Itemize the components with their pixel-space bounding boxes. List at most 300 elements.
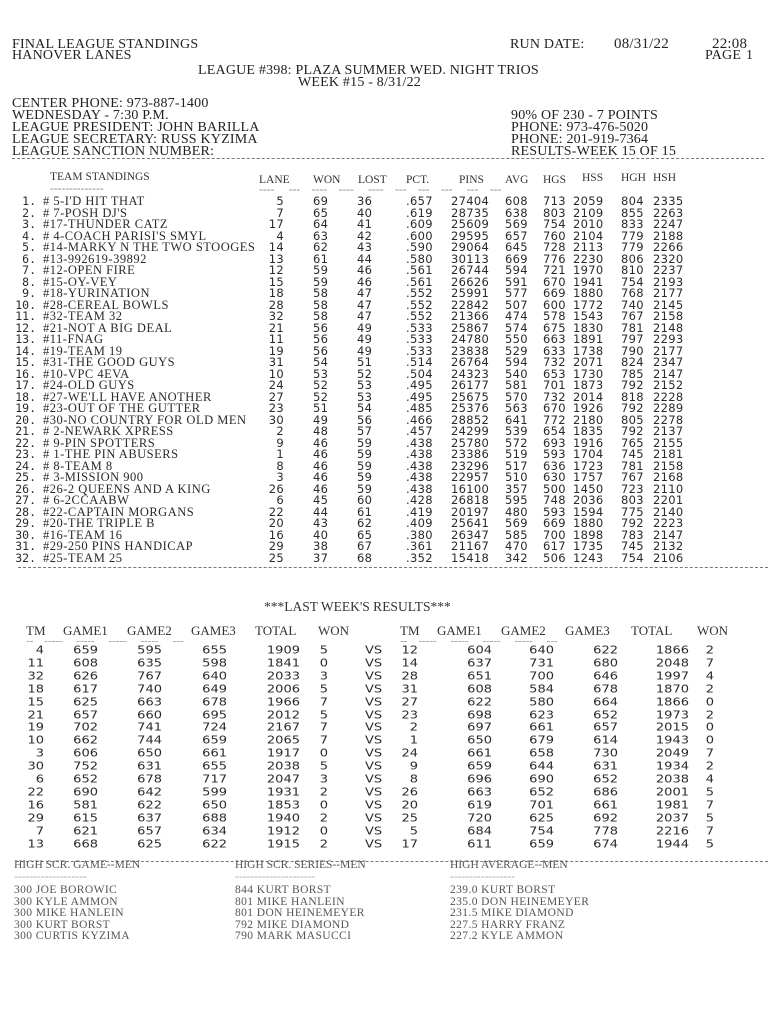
pct-value: .495 <box>406 378 433 392</box>
match-row <box>0 801 770 812</box>
team-name: # 2-NEWARK XPRESS <box>43 424 174 438</box>
won-value: 59 <box>313 274 329 289</box>
hss-value: 2109 <box>573 205 604 220</box>
entry-name: MARK MASUCCI <box>256 930 352 943</box>
lane-value: 6 <box>276 493 284 507</box>
pins-value: 22957 <box>451 470 490 484</box>
entry-score: 239.0 <box>450 884 478 896</box>
left-won: 2 <box>319 786 328 799</box>
left-won: 0 <box>319 747 328 760</box>
pct-value: .485 <box>406 401 433 415</box>
hgh-value: 792 <box>621 516 644 530</box>
hsh-value: 2152 <box>653 378 684 392</box>
lost-value: 67 <box>357 539 373 553</box>
left-game1: 657 <box>73 708 98 722</box>
won-value: 37 <box>313 550 329 565</box>
hgs-value: 593 <box>543 447 566 461</box>
won-value: 53 <box>313 366 329 381</box>
avg-value: 581 <box>505 378 528 392</box>
hss-value: 1916 <box>573 435 604 450</box>
hsh-value: 2177 <box>653 286 684 300</box>
hsh-value: 2106 <box>653 550 684 565</box>
standings-title: TEAM STANDINGS <box>50 171 150 183</box>
lane-value: 7 <box>276 205 284 220</box>
right-won: 0 <box>705 695 714 709</box>
pct-value: .428 <box>406 493 433 507</box>
won-value: 64 <box>313 217 329 231</box>
hgh-value: 806 <box>621 251 644 266</box>
team-name: #32-TEAM 32 <box>43 309 123 323</box>
hsh-value: 2140 <box>653 504 684 519</box>
won-value: 46 <box>313 458 329 473</box>
left-game1: 617 <box>73 683 98 696</box>
lost-value: 47 <box>357 297 373 312</box>
won-value: 48 <box>313 424 329 438</box>
pins-value: 25675 <box>451 389 490 404</box>
hgs-value: 653 <box>543 366 566 381</box>
right-game3: 778 <box>593 824 618 838</box>
avg-value: 507 <box>505 297 528 312</box>
hsh-value: 2147 <box>653 527 684 542</box>
right-game1: 696 <box>467 773 492 786</box>
team-name: #19-TEAM 19 <box>43 343 123 358</box>
lane-value: 23 <box>268 401 284 415</box>
won-value: 46 <box>313 435 329 450</box>
rank-number: 16. <box>15 366 36 381</box>
team-name: #21-NOT A BIG DEAL <box>43 320 173 335</box>
left-game1: 625 <box>73 695 98 709</box>
right-total: 1870 <box>655 683 689 696</box>
right-game2: 584 <box>529 683 554 696</box>
avg-value: 510 <box>505 470 528 484</box>
entry-score: 235.0 <box>450 895 478 908</box>
rank-number: 28. <box>15 504 36 519</box>
rank-number: 12. <box>15 320 36 335</box>
lane-value: 32 <box>268 309 284 323</box>
hsh-value: 2177 <box>653 343 684 358</box>
hsh-value: 2347 <box>653 355 684 369</box>
hss-value: 1704 <box>573 447 604 461</box>
entry-score: 790 <box>235 930 254 943</box>
team-name: # 6-2CCAABW <box>43 493 130 507</box>
pins-value: 29595 <box>451 228 490 243</box>
pct-value: .352 <box>406 550 433 565</box>
right-game2: 661 <box>529 721 554 735</box>
hgs-value: 669 <box>543 516 566 530</box>
entry-name: KYLE AMMON <box>481 930 564 943</box>
right-game1: 659 <box>467 760 492 773</box>
right-total: 1866 <box>655 695 689 709</box>
hsh-value: 2132 <box>653 539 684 553</box>
left-total: 2038 <box>266 760 300 773</box>
rank-number: 22. <box>15 435 36 450</box>
lane-value: 28 <box>268 297 284 312</box>
run-time: 22:08 <box>712 36 748 52</box>
left-game1: 659 <box>73 644 98 657</box>
lane-value: 21 <box>268 320 284 335</box>
col-won: WON <box>313 174 341 186</box>
right-tm: 31 <box>401 683 418 696</box>
hgh-value: 745 <box>621 539 644 553</box>
league-secretary: LEAGUE SECRETARY: RUSS KYZIMA <box>12 132 258 147</box>
high-score-entry <box>450 931 563 943</box>
left-game3: 655 <box>202 760 227 773</box>
left-col-tm: TM <box>26 623 46 638</box>
left-won: 2 <box>319 837 328 851</box>
won-value: 69 <box>313 194 329 208</box>
won-value: 63 <box>313 228 329 243</box>
right-won: 5 <box>705 786 714 799</box>
left-total: 1915 <box>266 837 300 851</box>
won-value: 52 <box>313 378 329 392</box>
right-total: 1866 <box>655 644 689 657</box>
left-game1: 615 <box>73 812 98 825</box>
pct-value: .533 <box>406 343 433 358</box>
won-value: 45 <box>313 493 329 507</box>
won-value: 49 <box>313 412 329 427</box>
left-won: 3 <box>319 773 328 786</box>
entry-name: MIKE DIAMOND <box>481 907 574 920</box>
right-game2: 652 <box>529 786 554 799</box>
lane-value: 31 <box>268 355 284 369</box>
left-game3: 688 <box>202 812 227 825</box>
right-won: 2 <box>705 760 714 773</box>
right-game2: 679 <box>529 734 554 747</box>
left-tm: 18 <box>27 683 44 696</box>
entry-score: 792 <box>235 918 254 931</box>
left-game1: 626 <box>73 670 98 683</box>
won-value: 56 <box>313 343 329 358</box>
hsh-value: 2263 <box>653 205 684 220</box>
hsh-value: 2158 <box>653 309 684 323</box>
table-row <box>0 550 770 565</box>
right-total: 1981 <box>655 799 689 812</box>
lost-value: 46 <box>357 263 373 277</box>
left-col-game3: GAME3 <box>191 623 236 638</box>
hsh-value: 2147 <box>653 366 684 381</box>
team-name: #15-OY-VEY <box>43 274 118 289</box>
entry-name: DON HEINEMEYER <box>256 907 365 920</box>
left-total: 2006 <box>266 683 300 696</box>
lost-value: 60 <box>357 493 373 507</box>
lane-value: 20 <box>268 516 284 530</box>
right-game3: 646 <box>593 670 618 683</box>
team-name: # 1-THE PIN ABUSERS <box>43 447 179 461</box>
left-game3: 650 <box>202 799 227 812</box>
pins-value: 20197 <box>451 504 490 519</box>
league-president: LEAGUE PRESIDENT: JOHN BARILLA <box>12 120 260 135</box>
hgs-value: 636 <box>543 458 566 473</box>
hss-value: 1730 <box>573 366 604 381</box>
left-game1: 621 <box>73 824 98 838</box>
rank-number: 19. <box>15 401 36 415</box>
avg-value: 470 <box>505 539 528 553</box>
hsh-value: 2193 <box>653 274 684 289</box>
won-value: 46 <box>313 470 329 484</box>
rank-number: 11. <box>15 309 36 323</box>
pct-value: .657 <box>406 194 433 208</box>
avg-value: 595 <box>505 493 528 507</box>
lane-value: 14 <box>268 240 284 254</box>
won-value: 56 <box>313 332 329 346</box>
team-name: #30-NO COUNTRY FOR OLD MEN <box>43 412 247 427</box>
left-total: 2167 <box>266 721 300 735</box>
left-tm: 13 <box>27 837 44 851</box>
won-value: 38 <box>313 539 329 553</box>
high-score-entry <box>14 931 130 943</box>
entry-score: 801 <box>235 895 254 908</box>
match-row <box>0 646 770 657</box>
lane-value: 17 <box>268 217 284 231</box>
pct-value: .600 <box>406 228 433 243</box>
match-row <box>0 749 770 760</box>
vs-label: VS <box>365 721 383 735</box>
hgh-value: 803 <box>621 493 644 507</box>
team-name: #14-MARKY N THE TWO STOOGES <box>43 240 256 254</box>
team-name: #10-VPC 4EVA <box>43 366 130 381</box>
lane-value: 25 <box>268 550 284 565</box>
right-tm: 1 <box>409 734 418 747</box>
right-game3: 674 <box>593 837 618 851</box>
entry-name: DON HEINEMEYER <box>481 895 590 908</box>
pct-value: .552 <box>406 286 433 300</box>
lane-value: 8 <box>276 458 284 473</box>
col-pins: PINS <box>459 174 484 186</box>
hss-value: 1880 <box>573 286 604 300</box>
right-won: 0 <box>705 734 714 747</box>
pins-value: 26347 <box>451 527 490 542</box>
right-tm: 17 <box>401 837 418 851</box>
won-value: 46 <box>313 481 329 496</box>
rank-number: 30. <box>15 527 36 542</box>
avg-value: 569 <box>505 217 528 231</box>
col-underlines: ---- --- ---- ---- ---- --- --- --- --- --- <box>259 184 502 196</box>
hgs-value: 772 <box>543 412 566 427</box>
avg-value: 540 <box>505 366 528 381</box>
lost-value: 59 <box>357 435 373 450</box>
entry-name: HARRY FRANZ <box>481 918 566 931</box>
left-game3: 634 <box>202 824 227 838</box>
hgs-value: 506 <box>543 550 566 565</box>
right-game3: 652 <box>593 773 618 786</box>
left-total: 2012 <box>266 708 300 722</box>
avg-value: 539 <box>505 424 528 438</box>
right-total: 2038 <box>655 773 689 786</box>
pins-value: 25991 <box>451 286 490 300</box>
team-name: #29-250 PINS HANDICAP <box>43 539 194 553</box>
hgh-value: 779 <box>621 228 644 243</box>
pct-value: .552 <box>406 297 433 312</box>
rank-number: 24. <box>15 458 36 473</box>
hgh-value: 767 <box>621 470 644 484</box>
left-game2: 741 <box>137 721 162 735</box>
lost-value: 41 <box>357 217 373 231</box>
pct-value: .380 <box>406 527 433 542</box>
hsh-value: 2145 <box>653 297 684 312</box>
right-game2: 644 <box>529 760 554 773</box>
pct-value: .438 <box>406 447 433 461</box>
right-game1: 697 <box>467 721 492 735</box>
left-total: 1966 <box>266 695 300 709</box>
left-won: 7 <box>319 734 328 747</box>
right-col-game1: GAME1 <box>437 623 482 638</box>
entry-score: 300 <box>14 884 33 896</box>
pct-value: .580 <box>406 251 433 266</box>
pct-value: .590 <box>406 240 433 254</box>
pins-value: 21167 <box>451 539 490 553</box>
avg-value: 572 <box>505 435 528 450</box>
avg-value: 585 <box>505 527 528 542</box>
vs-label: VS <box>365 708 383 722</box>
run-date-label: RUN DATE: <box>510 37 585 52</box>
hgh-value: 754 <box>621 550 644 565</box>
right-game3: 664 <box>593 695 618 709</box>
hsh-value: 2168 <box>653 470 684 484</box>
right-won: 2 <box>705 683 714 696</box>
lane-value: 24 <box>268 378 284 392</box>
match-row <box>0 824 770 838</box>
rank-number: 27. <box>15 493 36 507</box>
pct-value: .561 <box>406 274 433 289</box>
left-tm: 15 <box>27 695 44 709</box>
hgs-value: 669 <box>543 286 566 300</box>
entry-score: 300 <box>14 930 33 943</box>
lane-value: 10 <box>268 366 284 381</box>
hss-value: 2104 <box>573 228 604 243</box>
pct-value: .514 <box>406 355 433 369</box>
won-value: 51 <box>313 401 329 415</box>
center-name: HANOVER LANES <box>12 48 132 63</box>
team-name: # 3-MISSION 900 <box>43 470 144 484</box>
vs-label: VS <box>365 812 383 825</box>
hss-value: 2059 <box>573 194 604 208</box>
hss-value: 1772 <box>573 297 604 312</box>
right-game2: 659 <box>529 837 554 851</box>
hgs-value: 617 <box>543 539 566 553</box>
vs-label: VS <box>365 644 383 657</box>
right-game2: 731 <box>529 657 554 670</box>
right-won: 7 <box>705 824 714 838</box>
right-tm: 8 <box>409 773 418 786</box>
left-total: 1917 <box>266 747 300 760</box>
left-game1: 690 <box>73 786 98 799</box>
left-game2: 625 <box>137 837 162 851</box>
right-game1: 611 <box>467 837 492 851</box>
hsh-value: 2148 <box>653 320 684 335</box>
pins-value: 28735 <box>451 205 490 220</box>
left-col-game2: GAME2 <box>127 623 172 638</box>
avg-value: 645 <box>505 240 528 254</box>
right-game3: 652 <box>593 708 618 722</box>
left-tm: 22 <box>27 786 44 799</box>
hgh-value: 792 <box>621 401 644 415</box>
team-name: #17-THUNDER CATZ <box>43 217 169 231</box>
left-game3: 661 <box>202 747 227 760</box>
right-game1: 663 <box>467 786 492 799</box>
hsh-value: 2335 <box>653 194 684 208</box>
right-tm: 24 <box>401 747 418 760</box>
col-pct: PCT. <box>406 174 430 186</box>
left-game3: 622 <box>202 837 227 851</box>
won-value: 61 <box>313 251 329 266</box>
hsh-value: 2247 <box>653 217 684 231</box>
won-value: 56 <box>313 320 329 335</box>
lane-value: 27 <box>268 389 284 404</box>
left-game2: 650 <box>137 747 162 760</box>
pct-value: .361 <box>406 539 433 553</box>
avg-value: 342 <box>505 550 528 565</box>
match-row <box>0 659 770 670</box>
vs-label: VS <box>365 760 383 773</box>
avg-value: 669 <box>505 251 528 266</box>
lost-value: 49 <box>357 332 373 346</box>
rank-number: 17. <box>15 378 36 392</box>
pins-value: 26764 <box>451 355 490 369</box>
rank-number: 1. <box>22 194 36 208</box>
hgh-value: 792 <box>621 424 644 438</box>
hss-value: 1898 <box>573 527 604 542</box>
entry-score: 801 <box>235 907 254 920</box>
lost-value: 59 <box>357 458 373 473</box>
team-name: #24-OLD GUYS <box>43 378 135 392</box>
left-game2: 595 <box>137 644 162 657</box>
match-row <box>0 775 770 786</box>
team-name: #18-YURINATION <box>43 286 150 300</box>
left-game3: 640 <box>202 670 227 683</box>
hss-value: 2014 <box>573 389 604 404</box>
lane-value: 9 <box>276 435 284 450</box>
left-tm: 7 <box>35 824 44 838</box>
hss-value: 1738 <box>573 343 604 358</box>
secretary-phone: PHONE: 201-919-7364 <box>511 132 649 147</box>
right-total: 2015 <box>655 721 689 735</box>
rank-number: 32. <box>15 550 36 565</box>
pins-value: 26626 <box>451 274 490 289</box>
lane-value: 13 <box>268 251 284 266</box>
won-value: 58 <box>313 309 329 323</box>
standings-title-underline: -------------- <box>50 183 104 195</box>
rank-number: 13. <box>15 332 36 346</box>
lost-value: 53 <box>357 378 373 392</box>
entry-score: 300 <box>14 895 33 908</box>
lane-value: 22 <box>268 504 284 519</box>
left-game2: 678 <box>137 773 162 786</box>
col-hgh: HGH <box>621 172 646 184</box>
right-game2: 690 <box>529 773 554 786</box>
match-row <box>0 762 770 773</box>
match-row <box>0 723 770 734</box>
left-col-game1: GAME1 <box>63 623 108 638</box>
right-game3: 678 <box>593 683 618 696</box>
left-won: 5 <box>319 760 328 773</box>
won-value: 43 <box>313 516 329 530</box>
lost-value: 52 <box>357 366 373 381</box>
pins-value: 15418 <box>451 550 490 565</box>
left-tm: 29 <box>27 812 44 825</box>
lane-value: 4 <box>276 228 284 243</box>
right-total: 2048 <box>655 657 689 670</box>
vs-label: VS <box>365 734 383 747</box>
hgh-value: 810 <box>621 263 644 277</box>
vs-label: VS <box>365 786 383 799</box>
left-total: 1909 <box>266 644 300 657</box>
right-game3: 631 <box>593 760 618 773</box>
left-total: 1912 <box>266 824 300 838</box>
hss-value: 1450 <box>573 481 604 496</box>
right-game2: 623 <box>529 708 554 722</box>
results-week: RESULTS-WEEK 15 OF 15 <box>511 144 677 159</box>
president-phone: PHONE: 973-476-5020 <box>511 120 649 135</box>
